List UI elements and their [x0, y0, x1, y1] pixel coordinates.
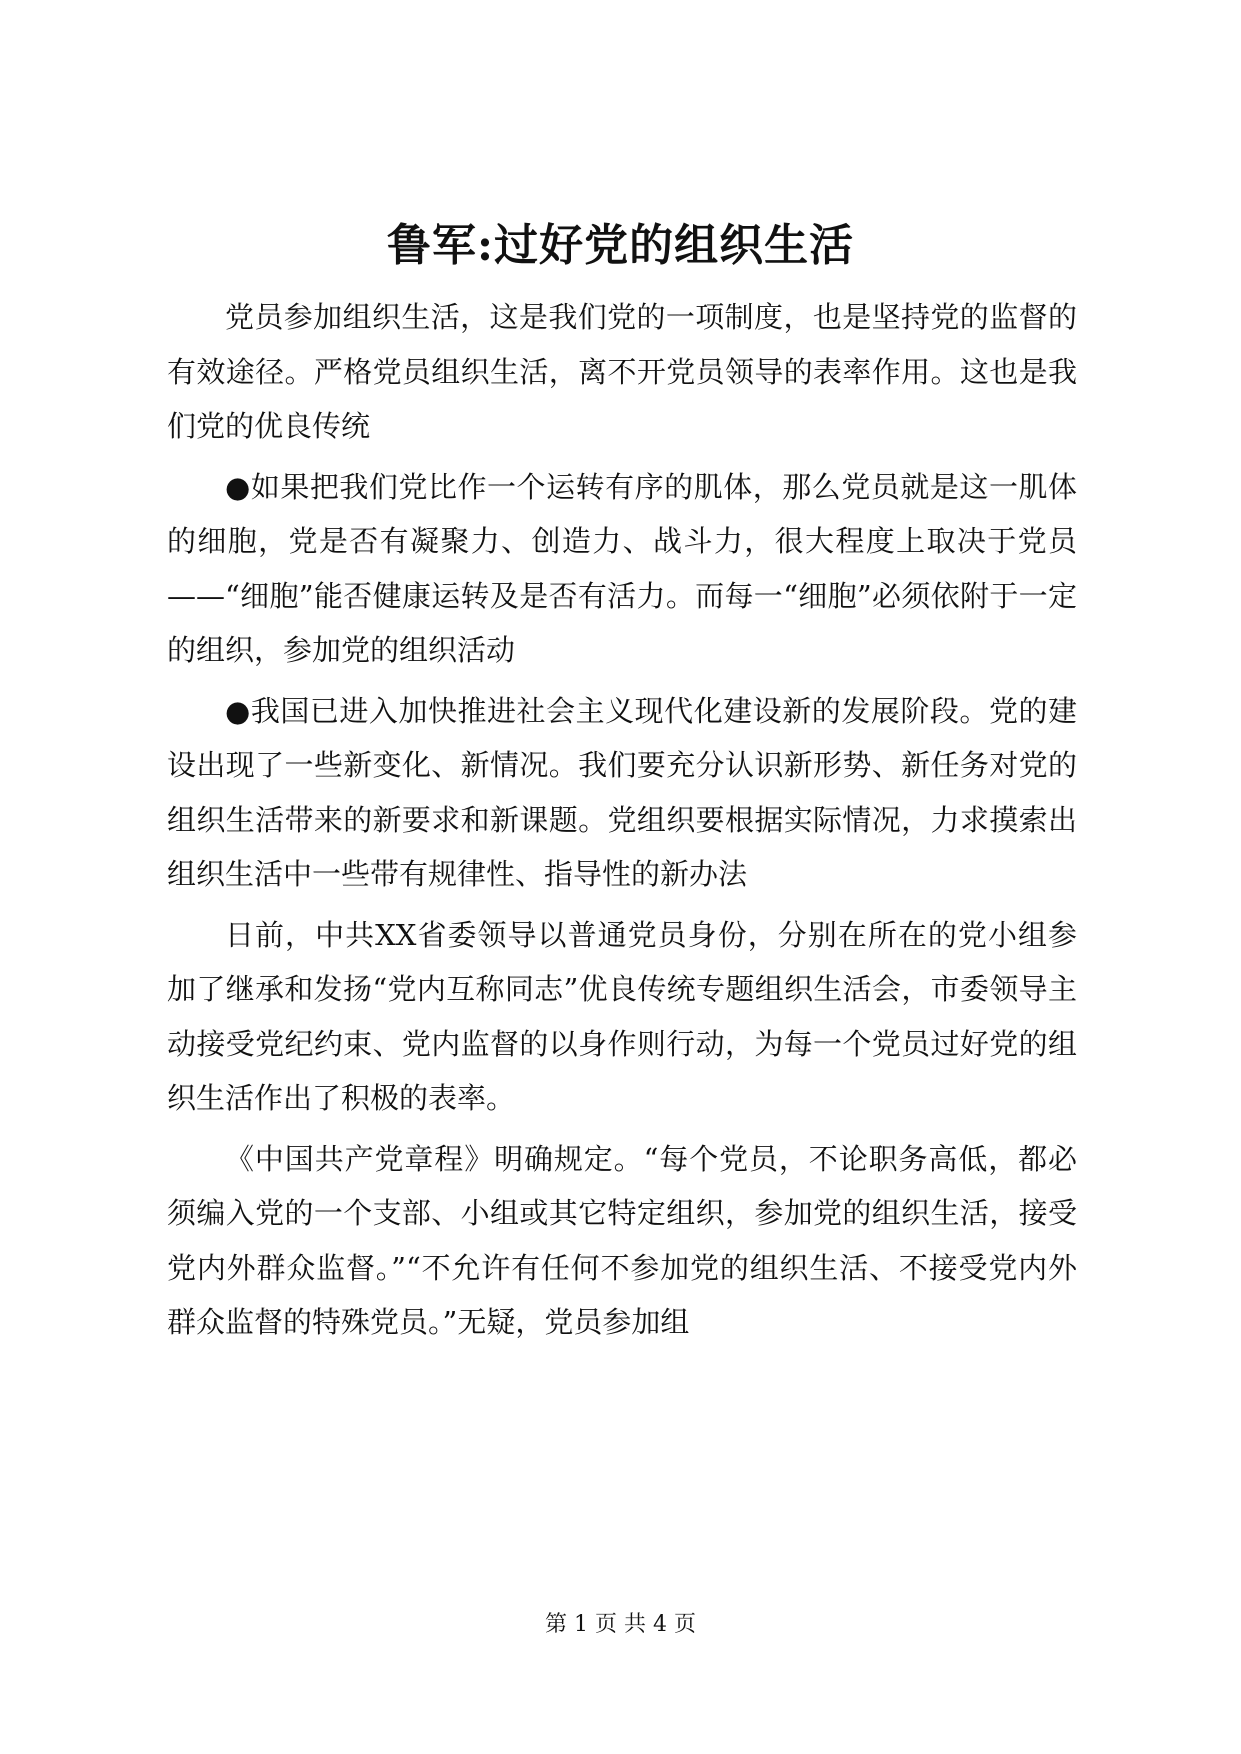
- paragraph-5: 《中国共产党章程》明确规定。“每个党员，不论职务高低，都必须编入党的一个支部、小组或其它特定组织，参加党的组织生活，接受党内外群众监督。”“不允许有任何不参加党的组织生活、不接受党内外群众监督的特殊党员。”无疑，党员参加组: [167, 1141, 1077, 1339]
- paragraph-2: ●如果把我们党比作一个运转有序的肌体，那么党员就是这一肌体的细胞，党是否有凝聚力、创造力、战斗力，很大程度上取决于党员——“细胞”能否健康运转及是否有活力。而每一“细胞”必须依附于一定的组织，参加党的组织活动: [167, 469, 1077, 667]
- paragraph-3: ●我国已进入加快推进社会主义现代化建设新的发展阶段。党的建设出现了一些新变化、新情况。我们要充分认识新形势、新任务对党的组织生活带来的新要求和新课题。党组织要根据实际情况，力求摸索出组织生活中一些带有规律性、指导性的新办法: [167, 693, 1077, 891]
- document-title: 鲁军:过好党的组织生活: [386, 220, 855, 271]
- page-number-footer: 第 1 页 共 4 页: [545, 1612, 696, 1637]
- paragraph-1: 党员参加组织生活，这是我们党的一项制度，也是坚持党的监督的有效途径。严格党员组织生活，离不开党员领导的表率作用。这也是我们党的优良传统: [167, 300, 1077, 443]
- document-body: [167, 290, 1077, 1356]
- paragraph-4: 日前，中共XX省委领导以普通党员身份，分别在所在的党小组参加了继承和发扬“党内互称同志”优良传统专题组织生活会，市委领导主动接受党纪约束、党内监督的以身作则行动，为每一个党员过好党的组织生活作出了积极的表率。: [167, 917, 1077, 1115]
